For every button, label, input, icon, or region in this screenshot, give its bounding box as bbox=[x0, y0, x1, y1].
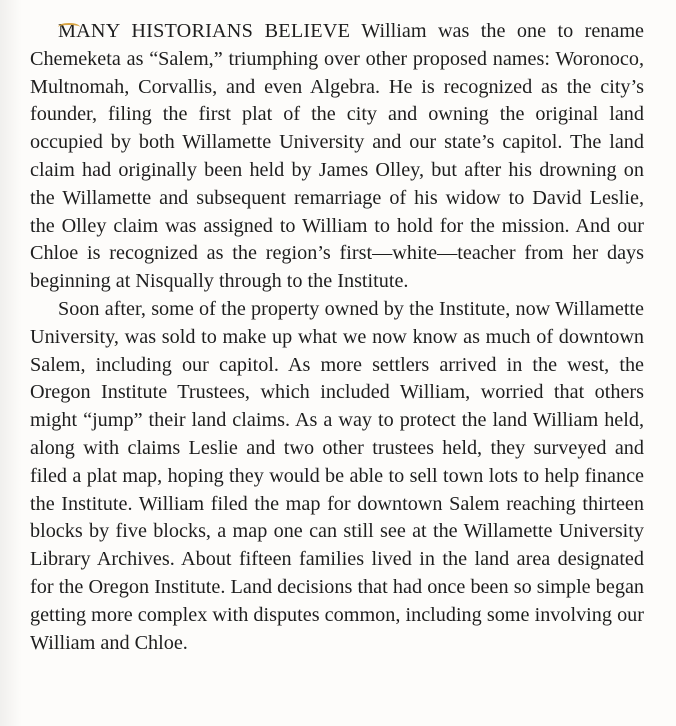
body-text bbox=[30, 18, 644, 657]
highlight-mark bbox=[58, 23, 80, 31]
paragraph-1-text: William was the one to rename Chemeketa as “Salem,” triumphing over other proposed names: Woronoco, Multnomah, Corvallis, and even Algebra. He is recognized as the city’s founder, filing the first plat of the city and owning the original land occupied by both Willamette University and our state’s capitol. The land claim had originally been held by James Olley, but after his drowning on the Willamette and subsequent remarriage of his widow to David Leslie, the Olley claim was assigned to William to hold for the mission. And our Chloe is recognized as the region’s first—white—teacher from her days beginning at Nisqually through to the Institute. bbox=[30, 20, 644, 293]
paragraph-2: Soon after, some of the property owned by the Institute, now Willamette University, was sold to make up what we now know as much of downtown Salem, including our capitol. As more settlers arrived in the west, the Oregon Institute Trustees, which included William, worried that others might “jump” their land claims. As a way to protect the land William held, along with claims Leslie and two other trustees held, they surveyed and filed a plat map, hoping they would be able to sell town lots to help finance the Institute. William filed the map for downtown Salem reaching thirteen blocks by five blocks, a map one can still see at the Willamette University Library Archives. About fifteen families lived in the land area designated for the Oregon Institute. Land decisions that had once been so simple began getting more complex with disputes common, including some involving our William and Chloe. bbox=[30, 297, 644, 654]
paragraph-1 bbox=[30, 18, 644, 296]
page-gutter-shadow bbox=[0, 0, 22, 726]
paragraph-lead-in: MANY HISTORIANS BELIEVE bbox=[58, 20, 351, 42]
